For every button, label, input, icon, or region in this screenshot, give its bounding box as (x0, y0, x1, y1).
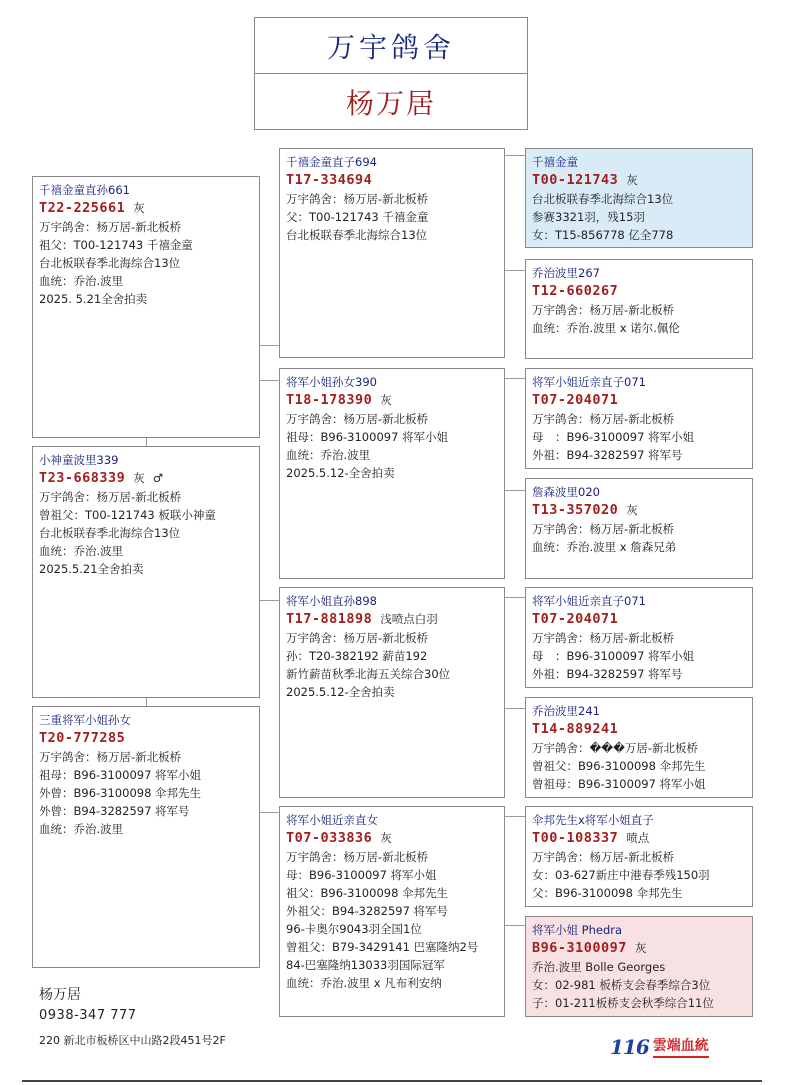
grandparent-card (279, 587, 505, 798)
info-line: 曾祖父：B96-3100098 伞邦先生 (532, 759, 706, 773)
info-line: 血统：乔治.波里 (39, 822, 124, 836)
logo-text: 雲端血統 (653, 1036, 709, 1058)
info-line: 2025. 5.21全舍拍卖 (39, 292, 148, 306)
pigeon-name: 三重将军小姐孙女 (39, 713, 131, 727)
pigeon-color: 灰 (380, 831, 392, 845)
grandparent-card (279, 148, 505, 358)
connector-line (504, 925, 525, 926)
connector-line (504, 270, 525, 271)
bottom-divider (22, 1080, 762, 1082)
info-line: 万宇鸽舍：杨万居-新北板桥 (39, 490, 182, 504)
pigeon-name: 乔治波里241 (532, 704, 600, 718)
info-line: 台北板联春季北海综合13位 (39, 256, 181, 270)
ring-number: T20-777285 (39, 730, 126, 746)
info-line: 万宇鸽舍：杨万居-新北板桥 (532, 631, 675, 645)
info-line: 血统：乔治.波里 x 凡布利安纳 (286, 976, 442, 990)
loft-name: 万宇鸽舍 (255, 18, 527, 74)
ring-number: T17-881898 (286, 611, 373, 627)
connector-line (259, 812, 279, 813)
info-line: 外祖：B94-3282597 将军号 (532, 448, 683, 462)
pigeon-color: 灰 (634, 941, 647, 955)
logo-number: 116 (610, 1035, 649, 1059)
cloud-pedigree-logo (610, 1028, 725, 1058)
info-line: 外祖父：B94-3282597 将军号 (286, 904, 449, 918)
ring-number: T00-108337 (532, 830, 619, 846)
pigeon-name: 将军小姐近亲直女 (286, 813, 378, 827)
info-line: 父：B96-3100098 伞邦先生 (532, 886, 683, 900)
info-line: 2025.5.12-全舍拍卖 (286, 685, 395, 699)
ring-number: T22-225661 (39, 200, 126, 216)
ring-number: T07-033836 (286, 830, 373, 846)
info-line: 万宇鸽舍：杨万居-新北板桥 (39, 750, 182, 764)
pigeon-color: 灰 (380, 393, 392, 407)
info-line: 万宇鸽舍：���万居-新北板桥 (532, 741, 699, 755)
pigeon-name: 千禧金童直孙661 (39, 183, 130, 197)
grandparent-card (279, 368, 505, 579)
info-line: 万宇鸽舍：杨万居-新北板桥 (286, 850, 429, 864)
great-grandparent-card (525, 587, 753, 688)
info-line: 万宇鸽舍：杨万居-新北板桥 (286, 412, 429, 426)
connector-line (259, 380, 279, 381)
connector-line (504, 597, 525, 598)
info-line: 台北板联春季北海综合13位 (286, 228, 428, 242)
pigeon-name: 将军小姐孙女390 (286, 375, 377, 389)
pigeon-color: 灰 (626, 503, 638, 517)
pigeon-color: 灰 (133, 201, 145, 215)
subject-pigeon-card (32, 176, 260, 438)
pedigree-header (254, 17, 528, 130)
ring-number: T23-668339 (39, 470, 126, 486)
pigeon-name: 将军小姐近亲直子071 (532, 375, 646, 389)
pigeon-color: 灰 (133, 471, 145, 485)
great-grandparent-card (525, 806, 753, 907)
info-line: 血统：乔治.波里 (39, 274, 124, 288)
info-line: 万宇鸽舍：杨万居-新北板桥 (532, 522, 675, 536)
pigeon-name: 小神童波里339 (39, 453, 119, 467)
pigeon-name: 将军小姐近亲直子071 (532, 594, 646, 608)
pigeon-name: 千禧金童直子694 (286, 155, 377, 169)
pigeon-name: 伞邦先生x将军小姐直子 (532, 813, 654, 827)
info-line: 血统：乔治.波里 x 诺尔.佩伦 (532, 321, 680, 335)
ring-number: T12-660267 (532, 283, 619, 299)
pigeon-name: 千禧金童 (532, 155, 578, 169)
owner-name: 杨万居 (345, 87, 436, 120)
great-grandparent-card (525, 697, 753, 798)
great-grandparent-card (525, 259, 753, 359)
connector-line (259, 600, 279, 601)
ring-number: T07-204071 (532, 392, 619, 408)
info-line: 曾祖父：T00-121743 板联小神童 (39, 508, 216, 522)
info-line: 母：B96-3100097 将军小姐 (286, 868, 437, 882)
footer-phone: 0938-347 777 (39, 1008, 137, 1023)
pigeon-name: 将军小姐 Phedra (532, 923, 623, 937)
pigeon-color: 浅喷点白羽 (380, 612, 438, 626)
connector-line (504, 155, 525, 156)
ring-number: T14-889241 (532, 721, 619, 737)
connector-line (259, 345, 279, 346)
dam-card (32, 706, 260, 968)
sire-card (32, 446, 260, 698)
connector-line (504, 816, 525, 817)
info-line: 血统：乔治.波里 (286, 448, 371, 462)
info-line: 台北板联春季北海综合13位 (39, 526, 181, 540)
ring-number: T13-357020 (532, 502, 619, 518)
info-line: 外曾：B94-3282597 将军号 (39, 804, 190, 818)
info-line: 乔治.波里 Bolle Georges (532, 960, 666, 974)
info-line: 2025.5.21全舍拍卖 (39, 562, 144, 576)
info-line: 万宇鸽舍：杨万居-新北板桥 (39, 220, 182, 234)
info-line: 父：T00-121743 千禧金童 (286, 210, 429, 224)
ring-number: T18-178390 (286, 392, 373, 408)
info-line: 万宇鸽舍：杨万居-新北板桥 (532, 850, 675, 864)
info-line: 外祖：B94-3282597 将军号 (532, 667, 683, 681)
info-line: 万宇鸽舍：杨万居-新北板桥 (532, 303, 675, 317)
great-grandparent-card (525, 148, 753, 248)
great-grandparent-card (525, 916, 753, 1017)
info-line: 祖母：B96-3100097 将军小姐 (286, 430, 449, 444)
info-line: 万宇鸽舍：杨万居-新北板桥 (286, 192, 429, 206)
info-line: 血统：乔治.波里 (39, 544, 124, 558)
info-line: 84-巴塞隆纳13033羽国际冠军 (286, 958, 445, 972)
info-line: 曾祖父：B79-3429141 巴塞隆纳2号 (286, 940, 479, 954)
ring-number: B96-3100097 (532, 940, 627, 956)
info-line: 孙：T20-382192 薪苗192 (286, 649, 428, 663)
info-line: 曾祖母：B96-3100097 将军小姐 (532, 777, 706, 791)
footer-owner-name: 杨万居 (39, 987, 81, 1003)
ring-number: T17-334694 (286, 172, 373, 188)
pigeon-color: 喷点 (626, 831, 650, 845)
info-line: 万宇鸽舍：杨万居-新北板桥 (532, 412, 675, 426)
info-line: 女：02-981 板桥支会春季综合3位 (532, 978, 711, 992)
info-line: 子：01-211板桥支会秋季综合11位 (532, 996, 714, 1010)
info-line: 血统：乔治.波里 x 詹森兄弟 (532, 540, 677, 554)
info-line: 祖父：T00-121743 千禧金童 (39, 238, 193, 252)
pigeon-name: 将军小姐直孙898 (286, 594, 377, 608)
info-line: 万宇鸽舍：杨万居-新北板桥 (286, 631, 429, 645)
pigeon-name: 乔治波里267 (532, 266, 600, 280)
info-line: 台北板联春季北海综合13位 (532, 192, 674, 206)
pigeon-name: 詹森波里020 (532, 485, 600, 499)
grandparent-card (279, 806, 505, 1017)
ring-number: T07-204071 (532, 611, 619, 627)
info-line: 女：03-627新庄中港春季残150羽 (532, 868, 710, 882)
info-line: 新竹薪苗秋季北海五关综合30位 (286, 667, 451, 681)
info-line: 参赛3321羽，残15羽 (532, 210, 645, 224)
info-line: 外曾：B96-3100098 伞邦先生 (39, 786, 202, 800)
info-line: 96-卡奥尔9043羽全国1位 (286, 922, 422, 936)
info-line: 母 ：B96-3100097 将军小姐 (532, 430, 695, 444)
info-line: 祖母：B96-3100097 将军小姐 (39, 768, 202, 782)
info-line: 祖父：B96-3100098 伞邦先生 (286, 886, 449, 900)
connector-line (504, 708, 525, 709)
pigeon-color: 灰 (626, 173, 638, 187)
great-grandparent-card (525, 478, 753, 579)
connector-line (504, 490, 525, 491)
footer-address: 220 新北市板桥区中山路2段451号2F (39, 1034, 226, 1047)
connector-line (504, 378, 525, 379)
info-line: 2025.5.12-全舍拍卖 (286, 466, 395, 480)
info-line: 母 ：B96-3100097 将军小姐 (532, 649, 695, 663)
great-grandparent-card (525, 368, 753, 469)
male-symbol-icon: ♂ (152, 471, 164, 485)
ring-number: T00-121743 (532, 172, 619, 188)
info-line: 女：T15-856778 亿全778 (532, 228, 674, 242)
